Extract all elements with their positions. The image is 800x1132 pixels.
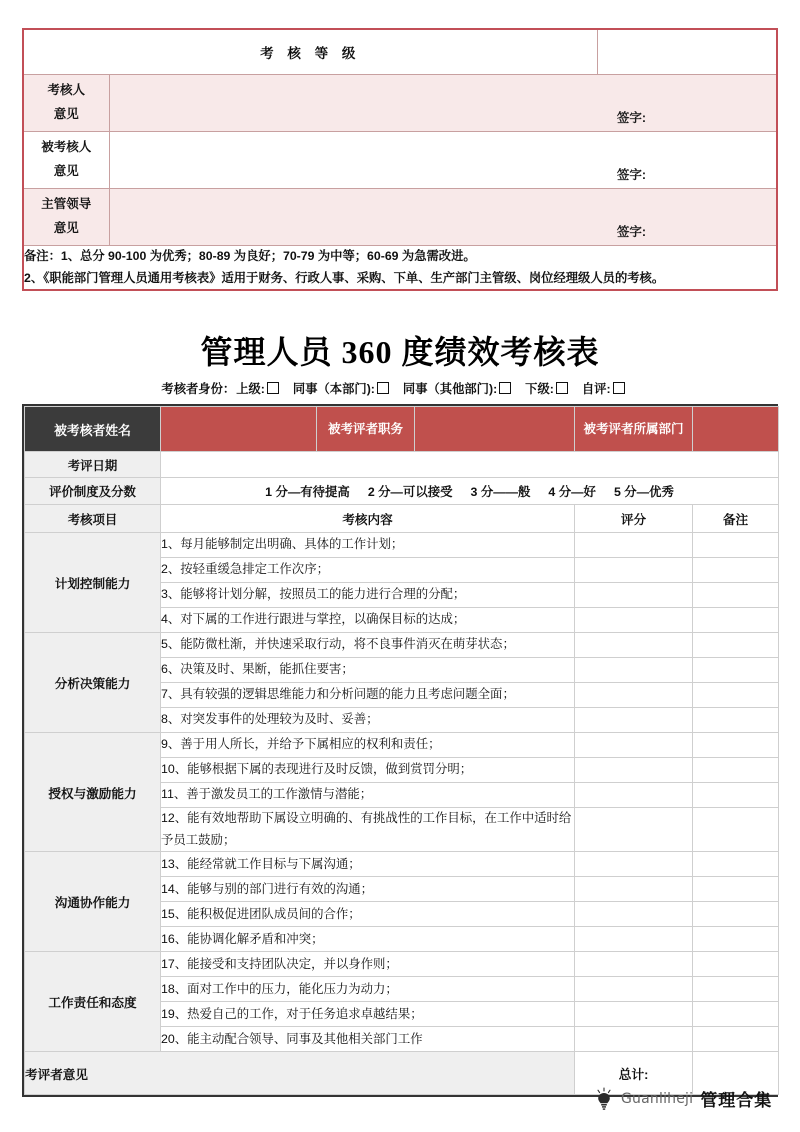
item-remark-input[interactable] [693, 783, 779, 808]
identity-option-peer-other-dept[interactable] [403, 382, 511, 396]
remarks-line-1: 备注：1、总分 90-100 为优秀；80-89 为良好；70-79 为中等；60-69 为急需改进。 [24, 249, 476, 263]
appraisee-department-label: 被考评者所属部门 [575, 407, 693, 452]
appraisee-name-label: 被考核者姓名 [25, 407, 161, 452]
item-remark-input[interactable] [693, 583, 779, 608]
identity-option-superior[interactable] [236, 382, 279, 396]
checkbox-self[interactable] [613, 382, 625, 394]
item-remark-input[interactable] [693, 952, 779, 977]
lightbulb-icon [594, 1087, 614, 1111]
rating-scale-row [25, 478, 779, 505]
column-header-content: 考核内容 [161, 505, 575, 533]
item-text: 6、决策及时、果断，能抓住要害； [161, 658, 575, 683]
appraisee-department-value[interactable] [693, 407, 779, 452]
item-text: 15、能积极促进团队成员间的合作； [161, 902, 575, 927]
supervisor-opinion-label [23, 189, 109, 246]
appraiser-opinion-label [23, 75, 109, 132]
item-text: 9、善于用人所长，并给予下属相应的权利和责任； [161, 733, 575, 758]
item-score-input[interactable] [575, 852, 693, 877]
item-text: 19、热爱自己的工作，对于任务追求卓越结果； [161, 1002, 575, 1027]
appraisee-opinion-label [23, 132, 109, 189]
identity-option-self[interactable] [582, 382, 625, 396]
appraisee-position-value[interactable] [415, 407, 575, 452]
evaluator-comment-label[interactable]: 考评者意见 [25, 1052, 575, 1095]
appraisal-date-label: 考评日期 [25, 452, 161, 478]
identity-option-self-label: 自评: [581, 382, 611, 396]
supervisor-opinion-label-line2: 意见 [53, 221, 79, 235]
item-remark-input[interactable] [693, 533, 779, 558]
rating-scale-5: 5 分—优秀 [613, 485, 674, 499]
appraisal-table-wrapper [22, 404, 778, 1097]
item-text: 13、能经常就工作目标与下属沟通； [161, 852, 575, 877]
appraisee-position-label: 被考评者职务 [317, 407, 415, 452]
supervisor-signature-label: 签字: [616, 225, 647, 239]
table-row [25, 852, 779, 877]
appraisal-date-row [25, 452, 779, 478]
item-score-input[interactable] [575, 658, 693, 683]
appraisee-opinion-field[interactable] [109, 132, 777, 189]
item-remark-input[interactable] [693, 1027, 779, 1052]
table-row [25, 533, 779, 558]
item-remark-input[interactable] [693, 708, 779, 733]
item-text: 14、能够与别的部门进行有效的沟通； [161, 877, 575, 902]
rating-scale-3: 3 分——般 [470, 485, 531, 499]
page-title: 管理人员 360 度绩效考核表 [200, 334, 600, 370]
item-text: 18、面对工作中的压力，能化压力为动力； [161, 977, 575, 1002]
evaluator-identity-prefix: 考核者身份： [161, 382, 236, 396]
appraisee-opinion-row [23, 132, 777, 189]
evaluator-identity-row [22, 379, 778, 397]
rating-scale-label: 评价制度及分数 [25, 478, 161, 505]
supervisor-opinion-field[interactable] [109, 189, 777, 246]
supervisor-opinion-label-line1: 主管领导 [41, 197, 92, 212]
brand-name-cn: 管理合集 [700, 1091, 773, 1110]
rating-scale-4: 4 分—好 [548, 485, 596, 499]
item-text: 7、具有较强的逻辑思维能力和分析问题的能力且考虑问题全面； [161, 683, 575, 708]
item-remark-input[interactable] [693, 608, 779, 633]
appraisee-name-value[interactable] [161, 407, 317, 452]
item-text: 10、能够根据下属的表现进行及时反馈，做到赏罚分明； [161, 758, 575, 783]
item-remark-input[interactable] [693, 877, 779, 902]
remarks-row [23, 246, 777, 291]
item-text: 12、能有效地帮助下属设立明确的、有挑战性的工作目标，在工作中适时给予员工鼓励； [161, 808, 575, 852]
item-score-input[interactable] [575, 927, 693, 952]
identity-option-subordinate-label: 下级: [525, 382, 554, 396]
item-remark-input[interactable] [693, 658, 779, 683]
identity-option-peer-same-dept[interactable] [293, 382, 389, 396]
item-remark-input[interactable] [693, 758, 779, 783]
remarks-line-2: 2、《职能部门管理人员通用考核表》适用于财务、行政人事、采购、下单、生产部门主管级、岗位经理级人员的考核。 [24, 270, 665, 285]
identity-option-peer-same-dept-label: 同事（本部门): [292, 382, 375, 396]
category-label: 沟通协作能力 [25, 852, 161, 952]
grade-header-value[interactable] [597, 29, 777, 75]
item-score-input[interactable] [575, 708, 693, 733]
category-label: 分析决策能力 [25, 633, 161, 733]
item-score-input[interactable] [575, 902, 693, 927]
column-header-remark: 备注 [693, 505, 779, 533]
appraiser-opinion-row [23, 75, 777, 132]
appraiser-opinion-label-line2: 意见 [53, 107, 79, 121]
appraisee-signature-label: 签字: [616, 168, 647, 182]
appraisee-info-row [25, 407, 779, 452]
item-score-input[interactable] [575, 758, 693, 783]
item-text: 8、对突发事件的处理较为及时、妥善； [161, 708, 575, 733]
item-score-input[interactable] [575, 608, 693, 633]
item-score-input[interactable] [575, 733, 693, 758]
checkbox-subordinate[interactable] [556, 382, 568, 394]
grade-header-label: 考 核 等 级 [23, 29, 597, 75]
rating-scale-values [161, 478, 779, 505]
item-score-input[interactable] [575, 808, 693, 852]
category-label: 工作责任和态度 [25, 952, 161, 1052]
checkbox-peer-same-dept[interactable] [377, 382, 389, 394]
table-row [25, 633, 779, 658]
item-remark-input[interactable] [693, 808, 779, 852]
item-score-input[interactable] [575, 533, 693, 558]
item-score-input[interactable] [575, 558, 693, 583]
item-score-input[interactable] [575, 952, 693, 977]
item-score-input[interactable] [575, 877, 693, 902]
item-remark-input[interactable] [693, 852, 779, 877]
appraisee-opinion-label-line2: 意见 [53, 164, 79, 178]
category-label: 授权与激励能力 [25, 733, 161, 852]
total-score-label: 总计: [575, 1052, 693, 1095]
appraisee-opinion-label-line1: 被考核人 [41, 140, 92, 155]
item-score-input[interactable] [575, 633, 693, 658]
item-score-input[interactable] [575, 1027, 693, 1052]
appraisal-date-value[interactable] [161, 452, 779, 478]
item-text: 2、按轻重缓急排定工作次序； [161, 558, 575, 583]
approval-table [22, 28, 778, 291]
item-remark-input[interactable] [693, 733, 779, 758]
item-text: 5、能防微杜渐，并快速采取行动，将不良事件消灭在萌芽状态； [161, 633, 575, 658]
item-text: 16、能协调化解矛盾和冲突； [161, 927, 575, 952]
item-remark-input[interactable] [693, 683, 779, 708]
item-text: 17、能接受和支持团队决定，并以身作则； [161, 952, 575, 977]
identity-option-subordinate[interactable] [525, 382, 568, 396]
item-remark-input[interactable] [693, 1002, 779, 1027]
item-text: 1、每月能够制定出明确、具体的工作计划； [161, 533, 575, 558]
item-score-input[interactable] [575, 683, 693, 708]
appraisal-table [24, 406, 779, 1095]
checkbox-peer-other-dept[interactable] [499, 382, 511, 394]
brand-name-en: Guanliheji [621, 1090, 694, 1107]
grade-header-row [23, 29, 777, 75]
supervisor-opinion-row [23, 189, 777, 246]
column-header-row [25, 505, 779, 533]
appraiser-signature-label: 签字: [616, 111, 647, 125]
appraiser-opinion-field[interactable] [109, 75, 777, 132]
category-label: 计划控制能力 [25, 533, 161, 633]
identity-option-superior-label: 上级: [236, 382, 265, 396]
item-remark-input[interactable] [693, 927, 779, 952]
item-score-input[interactable] [575, 783, 693, 808]
item-remark-input[interactable] [693, 558, 779, 583]
item-text: 3、能够将计划分解，按照员工的能力进行合理的分配； [161, 583, 575, 608]
item-text: 4、对下属的工作进行跟进与掌控，以确保目标的达成； [161, 608, 575, 633]
table-row [25, 733, 779, 758]
rating-scale-2: 2 分—可以接受 [367, 485, 453, 499]
item-remark-input[interactable] [693, 633, 779, 658]
footer-branding [594, 1086, 784, 1111]
appraiser-opinion-label-line1: 考核人 [47, 83, 85, 98]
remarks-cell [23, 246, 777, 291]
item-score-input[interactable] [575, 977, 693, 1002]
item-remark-input[interactable] [693, 977, 779, 1002]
item-text: 20、能主动配合领导、同事及其他相关部门工作 [161, 1027, 575, 1052]
column-header-score: 评分 [575, 505, 693, 533]
item-remark-input[interactable] [693, 902, 779, 927]
column-header-category: 考核项目 [25, 505, 161, 533]
identity-option-peer-other-dept-label: 同事（其他部门): [402, 382, 498, 396]
item-score-input[interactable] [575, 583, 693, 608]
table-row [25, 952, 779, 977]
item-text: 11、善于激发员工的工作激情与潜能； [161, 783, 575, 808]
item-score-input[interactable] [575, 1002, 693, 1027]
checkbox-superior[interactable] [267, 382, 279, 394]
rating-scale-1: 1 分—有待提高 [265, 485, 350, 499]
